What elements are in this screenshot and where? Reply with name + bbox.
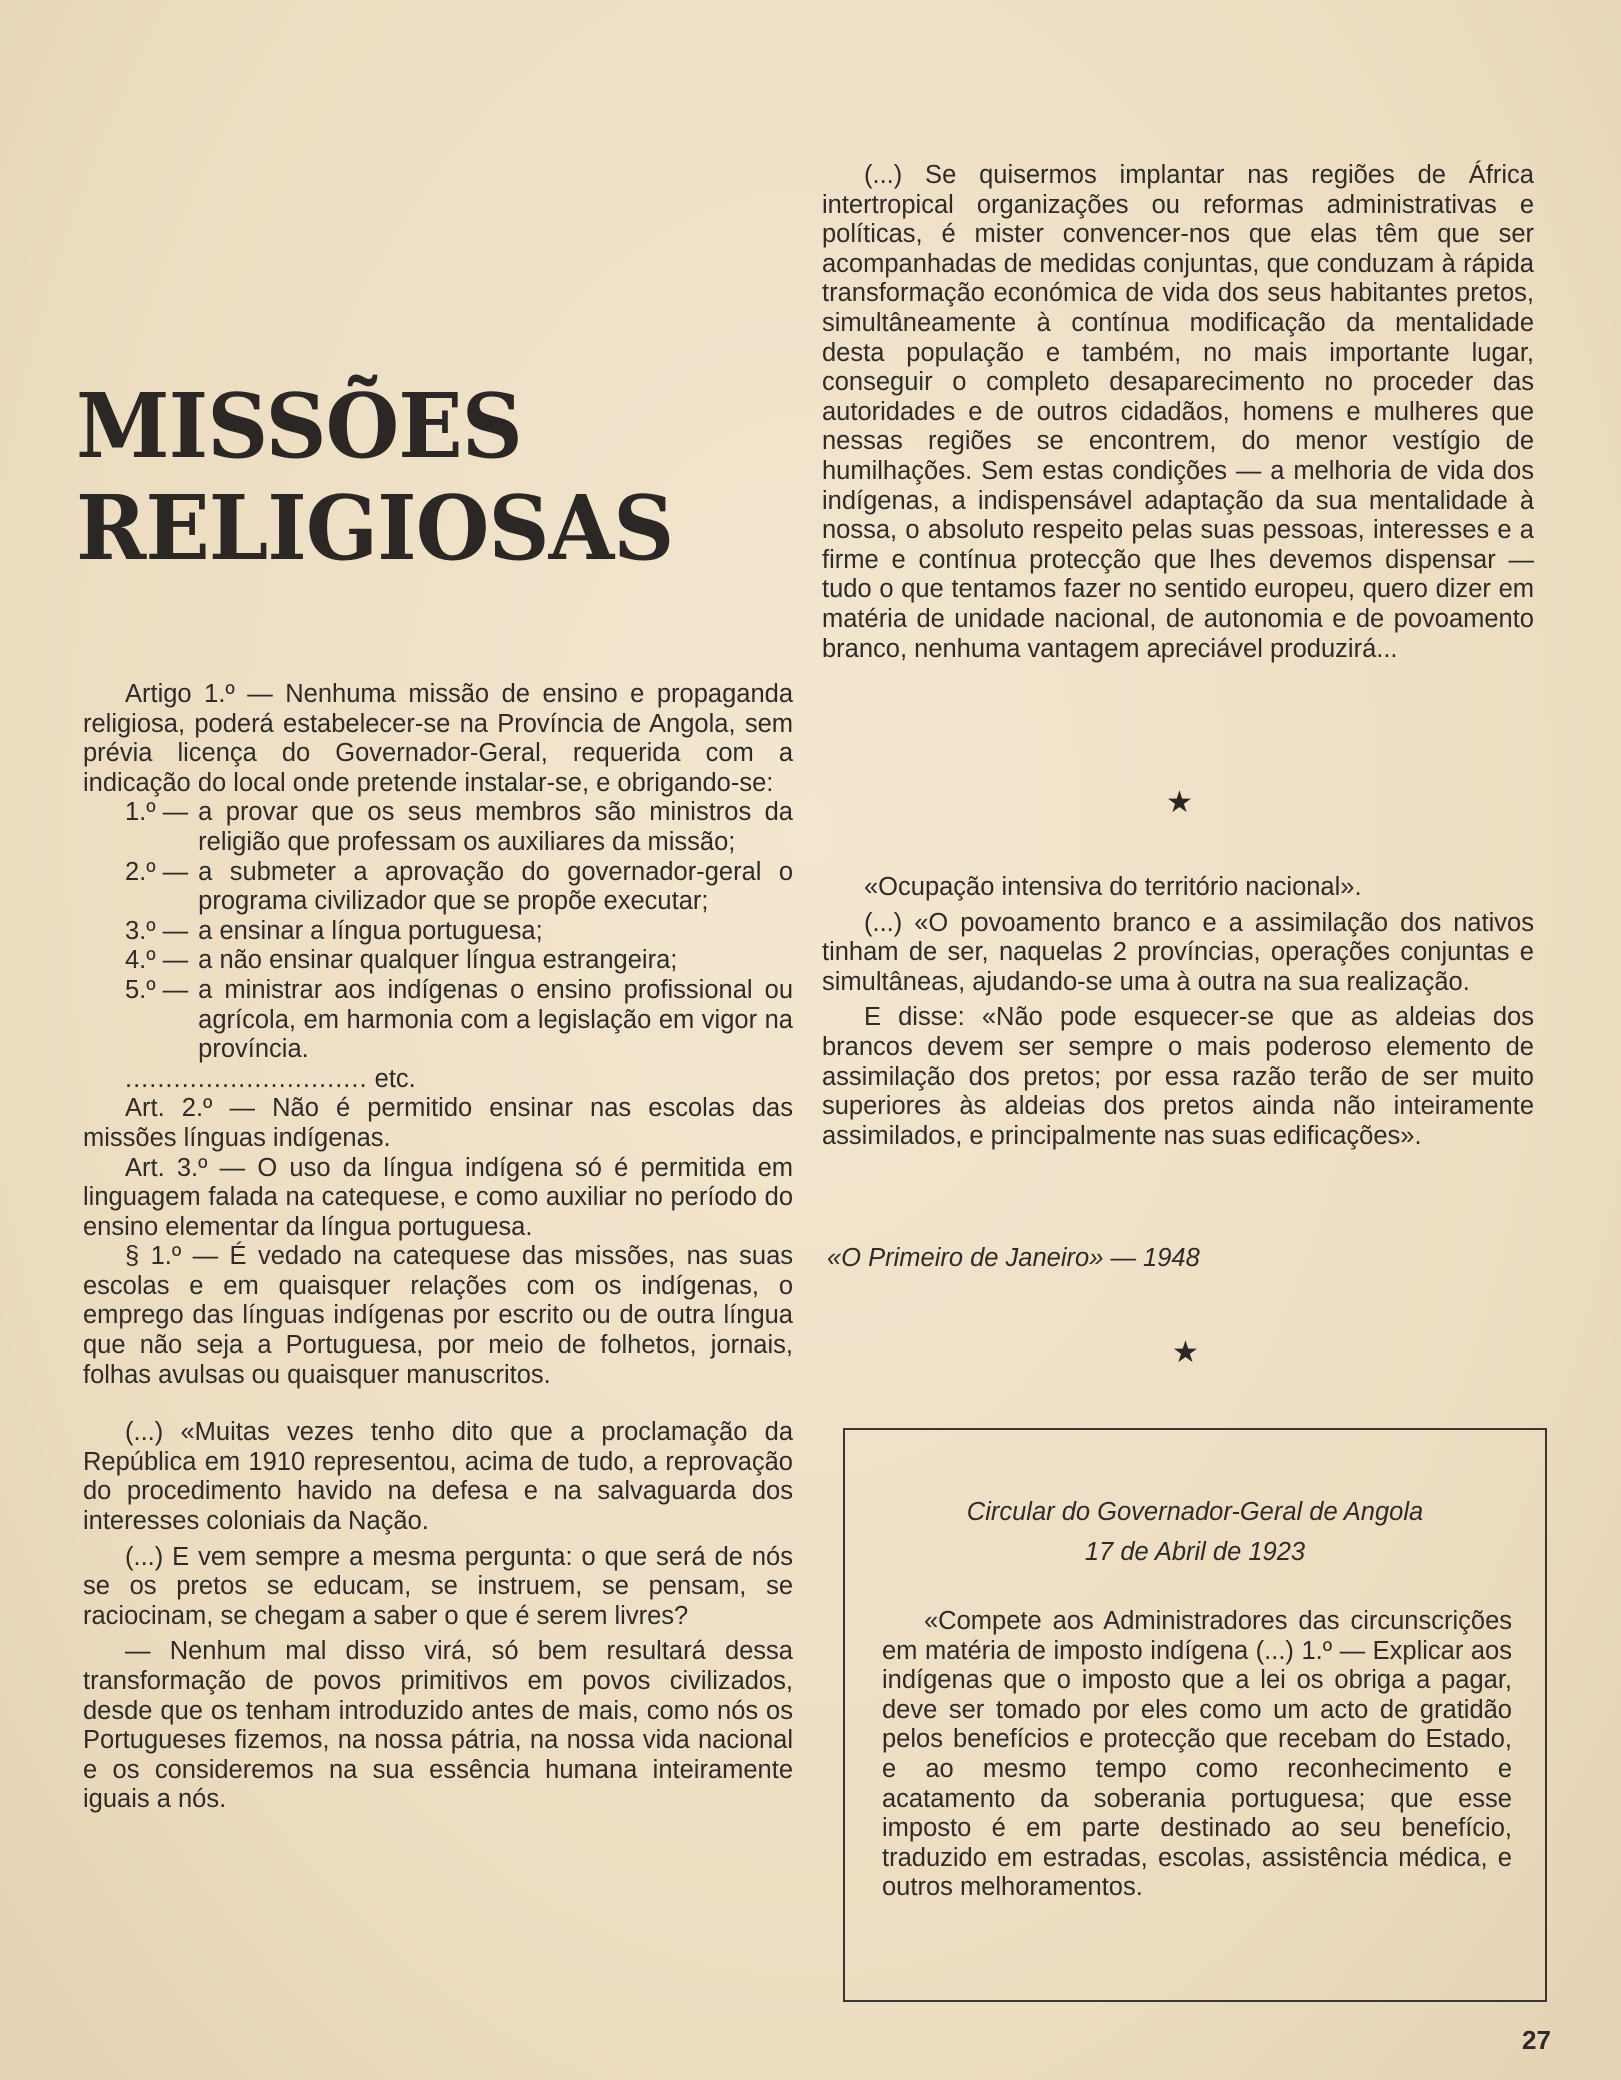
artigo-3: Art. 3.º — O uso da língua indígena só é permitida em linguagem falada na catequese, e como auxiliar no período do ensino elementar da língua portuguesa. (83, 1153, 793, 1241)
circular-box (843, 1428, 1547, 2002)
list-item (83, 976, 793, 1065)
ellipsis-line (83, 1065, 793, 1095)
item-number: 1.º — (125, 798, 189, 827)
item-text: a ensinar a língua portuguesa; (198, 916, 543, 945)
star-separator: ★ (1172, 1336, 1199, 1369)
title-line-1: MISSÕES (76, 373, 522, 478)
title-line-2: RELIGIOSAS (76, 475, 674, 580)
artigo-2: Art. 2.º — Não é permitido ensinar nas escolas das missões línguas indígenas. (83, 1094, 793, 1152)
list-item (83, 946, 793, 976)
box-title: Circular do Governador-Geral de Angola (966, 1498, 1424, 1526)
artigo-1: Artigo 1.º — Nenhuma missão de ensino e propaganda religiosa, poderá estabelecer-se na Província de Angola, sem prévia licença do Governador-Geral, requerida com a indicação do local onde pretende instalar-se, e obrigando-se: (83, 680, 793, 797)
list-item (83, 798, 793, 857)
item-number: 5.º — (125, 975, 189, 1004)
item-number: 3.º — (125, 916, 189, 945)
article-title (76, 375, 673, 579)
source-citation: «O Primeiro de Janeiro» — 1948 (827, 1244, 1200, 1272)
list-item (83, 858, 793, 917)
quote-paragraph: E disse: «Não pode esquecer-se que as aldeias dos brancos devem ser sempre o mais poderoso elemento de assimilação dos pretos; por essa razão terão de ser muito superiores às aldeias dos pretos ainda não inteiramente assimilados, e principalmente nas suas edificações». (822, 1003, 1534, 1150)
box-header (845, 1492, 1545, 1572)
quote-paragraph: (...) Se quisermos implantar nas regiões de África intertropical organizações ou reformas administrativas e políticas, é mister convencer-nos que elas têm que ser acompanhadas de medidas conjuntas, que conduzam à rápida transformação económica de vida dos seus habitantes pretos, simultâneamente à contínua modificação da mentalidade desta população e também, no mais importante lugar, conseguir o completo desaparecimento no proceder das autoridades e de outros cidadãos, homens e mulheres que nessas regiões se encontrem, do menor vestígio de humilhações. Sem estas condições — a melhoria de vida dos indígenas, a indispensável adaptação da sua mentalidade à nossa, o absoluto respeito pelas suas pessoas, interesses e a firme e contínua protecção que lhes devemos dispensar — tudo o que tentamos fazer no sentido europeu, quero dizer em matéria de unidade nacional, de autonomia e de povoamento branco, nenhuma vantagem apreciável produzirá... (822, 161, 1534, 663)
quote-paragraph: (...) «Muitas vezes tenho dito que a proclamação da República em 1910 representou, acima de tudo, a reprovação do procedimento havido na defesa e na salvaguarda dos interesses coloniais da Nação. (83, 1418, 793, 1536)
item-number: 2.º — (125, 857, 189, 886)
left-column (83, 680, 793, 1815)
box-body: «Compete aos Administradores das circunscrições em matéria de imposto indígena (...) 1.º — Explicar aos indígenas que o imposto que a lei os obriga a pagar, deve ser tomado por eles como um acto de gratidão pelos benefícios e protecção que recebam do Estado, e ao mesmo tempo como reconhecimento e acatamento da soberania portuguesa; que esse imposto é em parte destinado ao seu benefício, traduzido em estradas, escolas, assistência médica, e outros melhoramentos. (882, 1607, 1512, 1902)
paragraph-1: § 1.º — É vedado na catequese das missões, nas suas escolas e em quaisquer relações com os indígenas, o emprego das línguas indígenas por escrito ou de outra língua que não seja a Portuguesa, por meio de folhetos, jornais, folhas avulsas ou quaisquer manuscritos. (83, 1242, 793, 1389)
item-text: a ministrar aos indígenas o ensino profissional ou agrícola, em harmonia com a legislação em vigor na província. (198, 975, 793, 1064)
right-column-top (822, 161, 1534, 664)
etc-text: etc. (367, 1064, 416, 1093)
star-separator: ★ (1166, 786, 1193, 819)
list-item (83, 917, 793, 947)
quote-heading: «Ocupação intensiva do território nacional». (864, 873, 1362, 901)
item-text: a não ensinar qualquer língua estrangeira; (198, 946, 678, 975)
item-number: 4.º — (125, 946, 189, 975)
box-date: 17 de Abril de 1923 (1084, 1538, 1306, 1566)
item-text: a submeter a aprovação do governador-geral o programa civilizador que se propõe executar; (198, 857, 793, 916)
quote-paragraph: (...) «O povoamento branco e a assimilação dos nativos tinham de ser, naquelas 2 províncias, operações conjuntas e simultâneas, ajudando-se uma à outra na sua realização. (822, 908, 1534, 996)
right-column-middle (822, 873, 1534, 1151)
page-number: 27 (1522, 2025, 1551, 2055)
item-text: a provar que os seus membros são ministros da religião que professam os auxiliares da missão; (198, 798, 793, 856)
quote-paragraph: — Nenhum mal disso virá, só bem resultará dessa transformação de povos primitivos em povos civilizados, desde que os tenham introduzido antes de mais, como nós os Portugueses fizemos, na nossa pátria, na nossa vida nacional e os consideremos na sua essência humana inteiramente iguais a nós. (83, 1637, 793, 1814)
dot-leader: .............................. (125, 1064, 368, 1093)
quote-paragraph: (...) E vem sempre a mesma pergunta: o que será de nós se os pretos se educam, se instruem, se pensam, se raciocinam, se chegam a saber o que é serem livres? (83, 1542, 793, 1630)
